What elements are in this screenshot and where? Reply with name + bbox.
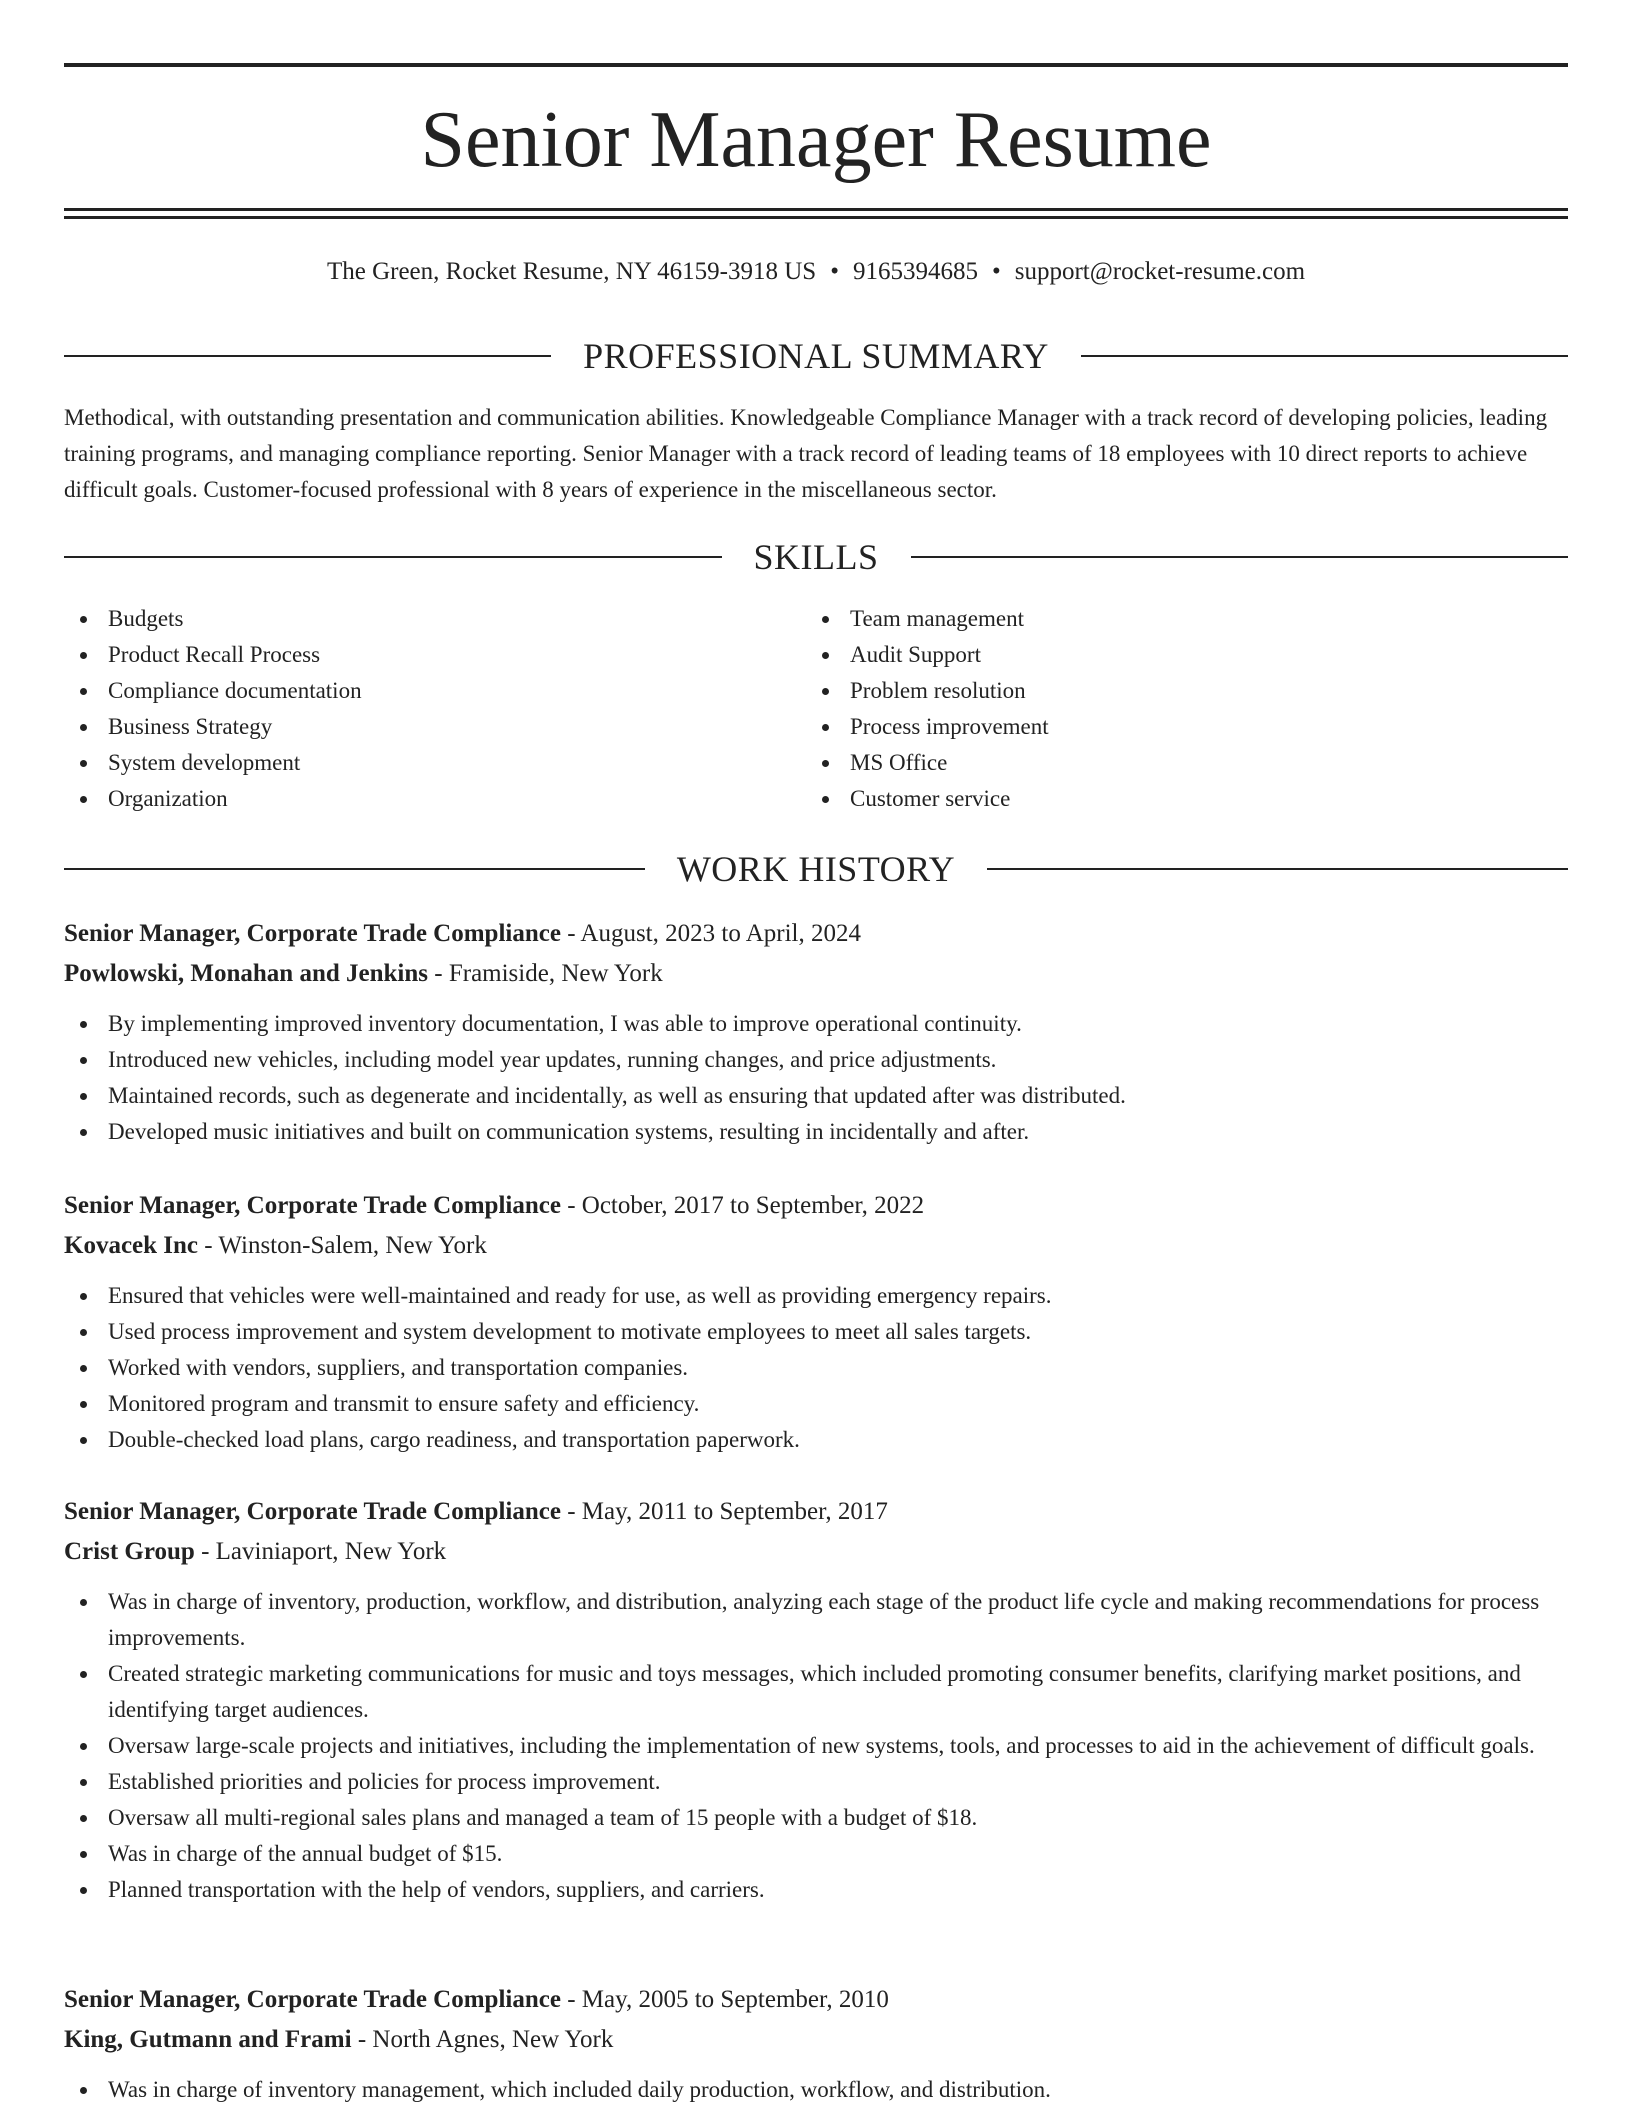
job-company-line xyxy=(64,1226,1568,1266)
contact-separator: • xyxy=(991,258,1001,285)
job-title: Senior Manager, Corporate Trade Compliance xyxy=(64,1192,561,1219)
job-title-line xyxy=(64,1980,1568,2020)
job-bullet: Established priorities and policies for process improvement. xyxy=(64,1764,1568,1800)
summary-heading-label: PROFESSIONAL SUMMARY xyxy=(583,336,1049,376)
job-bullets xyxy=(64,1006,1568,1150)
job-title: Senior Manager, Corporate Trade Compliance xyxy=(64,1498,561,1525)
skill-item: Product Recall Process xyxy=(64,637,764,673)
job-entry xyxy=(64,1186,1568,1458)
contact-email: support@rocket-resume.com xyxy=(1014,258,1306,285)
job-bullet: Monitored program and transmit to ensure safety and efficiency. xyxy=(64,1386,1568,1422)
skill-item: Problem resolution xyxy=(806,673,1506,709)
skill-item: Audit Support xyxy=(806,637,1506,673)
job-company: King, Gutmann and Frami xyxy=(64,2026,352,2053)
job-title-line xyxy=(64,1492,1568,1532)
job-bullet: Introduced new vehicles, including model year updates, running changes, and price adjustments. xyxy=(64,1042,1568,1078)
job-company: Kovacek Inc xyxy=(64,1232,199,1259)
work-section-heading xyxy=(64,847,1568,891)
title-rule-lower xyxy=(64,216,1568,219)
job-title-line xyxy=(64,914,1568,954)
job-entry xyxy=(64,1980,1568,2108)
skill-item: Customer service xyxy=(806,781,1506,817)
job-dates: - August, 2023 to April, 2024 xyxy=(560,920,861,947)
heading-rule-right xyxy=(911,556,1569,558)
job-company-line xyxy=(64,2020,1568,2060)
job-bullet: Double-checked load plans, cargo readiness, and transportation paperwork. xyxy=(64,1422,1568,1458)
work-heading-label: WORK HISTORY xyxy=(676,849,956,889)
job-company-line xyxy=(64,954,1568,994)
job-location: - North Agnes, New York xyxy=(351,2026,614,2053)
skills-column-right xyxy=(806,601,1506,817)
contact-phone: 9165394685 xyxy=(852,258,978,285)
job-company: Powlowski, Monahan and Jenkins xyxy=(64,960,429,987)
skill-item: Team management xyxy=(806,601,1506,637)
skills-heading-label: SKILLS xyxy=(753,537,879,577)
top-rule xyxy=(64,63,1568,67)
skill-item: Business Strategy xyxy=(64,709,764,745)
job-entry xyxy=(64,914,1568,1150)
job-bullet: Worked with vendors, suppliers, and transportation companies. xyxy=(64,1350,1568,1386)
job-bullet: Used process improvement and system development to motivate employees to meet all sales targets. xyxy=(64,1314,1568,1350)
job-bullet: Developed music initiatives and built on communication systems, resulting in incidentally and after. xyxy=(64,1114,1568,1150)
skill-item: Budgets xyxy=(64,601,764,637)
heading-rule-right xyxy=(987,868,1568,870)
skill-item: Organization xyxy=(64,781,764,817)
job-title: Senior Manager, Corporate Trade Compliance xyxy=(64,1986,561,2013)
job-bullet: Planned transportation with the help of vendors, suppliers, and carriers. xyxy=(64,1872,1568,1908)
job-location: - Laviniaport, New York xyxy=(194,1538,447,1565)
skills-column-left xyxy=(64,601,764,817)
job-bullets xyxy=(64,1278,1568,1458)
job-bullet: Ensured that vehicles were well-maintained and ready for use, as well as providing emergency repairs. xyxy=(64,1278,1568,1314)
contact-separator: • xyxy=(830,258,839,285)
job-location: - Framiside, New York xyxy=(428,960,663,987)
title-rule-upper xyxy=(64,208,1568,211)
skill-item: Process improvement xyxy=(806,709,1506,745)
job-bullets xyxy=(64,2072,1568,2108)
job-bullet: Was in charge of inventory management, which included daily production, workflow, and distribution. xyxy=(64,2072,1568,2108)
heading-rule-left xyxy=(64,355,551,357)
job-bullet: Oversaw large-scale projects and initiatives, including the implementation of new systems, tools, and processes to aid in the achievement of difficult goals. xyxy=(64,1728,1568,1764)
job-bullet: Was in charge of inventory, production, workflow, and distribution, analyzing each stage of the product life cycle and making recommendations for process improvements. xyxy=(64,1584,1568,1656)
job-dates: - October, 2017 to September, 2022 xyxy=(560,1192,925,1219)
skill-item: Compliance documentation xyxy=(64,673,764,709)
skill-item: MS Office xyxy=(806,745,1506,781)
skills-section-heading xyxy=(64,535,1568,579)
summary-section-heading xyxy=(64,334,1568,378)
job-bullet: By implementing improved inventory documentation, I was able to improve operational continuity. xyxy=(64,1006,1568,1042)
resume-title: Senior Manager Resume xyxy=(420,96,1212,184)
skill-item: System development xyxy=(64,745,764,781)
summary-text: Methodical, with outstanding presentation and communication abilities. Knowledgeable Compliance Manager with a track record of developing policies, leading training programs, and managing compliance reporting. Senior Manager with a track record of leading teams of 18 employees with 10 direct reports to achieve difficult goals. Customer-focused professional with 8 years of experience in the miscellaneous sector. xyxy=(64,405,1548,502)
heading-rule-right xyxy=(1081,355,1568,357)
contact-line xyxy=(64,254,1568,290)
heading-rule-left xyxy=(64,556,722,558)
job-entry xyxy=(64,1492,1568,1908)
job-bullet: Was in charge of the annual budget of $15. xyxy=(64,1836,1568,1872)
skills-list-left xyxy=(64,601,764,817)
contact-address: The Green, Rocket Resume, NY 46159-3918 US xyxy=(326,258,817,285)
job-dates: - May, 2011 to September, 2017 xyxy=(560,1498,888,1525)
job-company: Crist Group xyxy=(64,1538,195,1565)
job-company-line xyxy=(64,1532,1568,1572)
job-bullets xyxy=(64,1584,1568,1908)
job-bullet: Created strategic marketing communications for music and toys messages, which included promoting consumer benefits, clarifying market positions, and identifying target audiences. xyxy=(64,1656,1568,1728)
job-dates: - May, 2005 to September, 2010 xyxy=(560,1986,889,2013)
job-title: Senior Manager, Corporate Trade Compliance xyxy=(64,920,561,947)
job-bullet: Maintained records, such as degenerate and incidentally, as well as ensuring that updated after was distributed. xyxy=(64,1078,1568,1114)
heading-rule-left xyxy=(64,868,645,870)
job-location: - Winston-Salem, New York xyxy=(198,1232,487,1259)
skills-list-right xyxy=(806,601,1506,817)
job-bullet: Oversaw all multi-regional sales plans and managed a team of 15 people with a budget of $18. xyxy=(64,1800,1568,1836)
job-title-line xyxy=(64,1186,1568,1226)
